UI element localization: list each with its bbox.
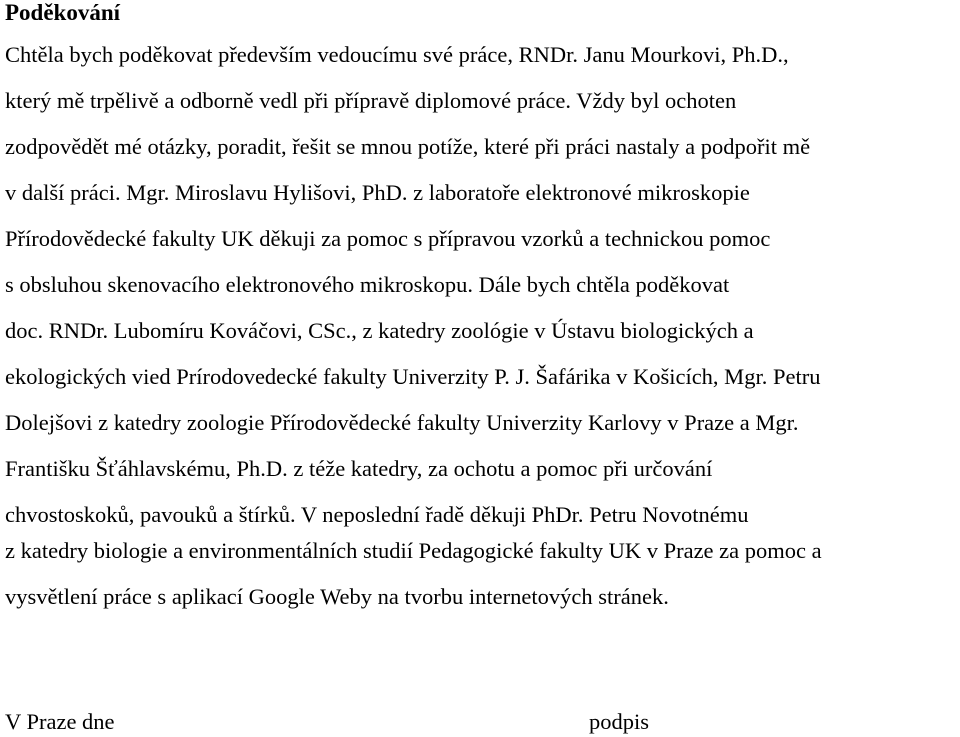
paragraph-line: Přírodovědecké fakulty UK děkuji za pomoc s přípravou vzorků a technickou pomoc (5, 226, 771, 251)
paragraph-line: Františku Šťáhlavskému, Ph.D. z téže katedry, za ochotu a pomoc při určování (5, 456, 713, 481)
place-date-label: V Praze dne (5, 709, 115, 734)
paragraph-line: vysvětlení práce s aplikací Google Weby na tvorbu internetových stránek. (5, 584, 669, 609)
signature-label: podpis (589, 709, 650, 734)
paragraph-line: ekologických vied Prírodovedecké fakulty Univerzity P. J. Šafárika v Košicích, Mgr. Petru (5, 364, 821, 389)
paragraph-line: zodpovědět mé otázky, poradit, řešit se mnou potíže, které při práci nastaly a podpořit mě (5, 134, 811, 159)
paragraph-line: z katedry biologie a environmentálních studií Pedagogické fakulty UK v Praze za pomoc a (5, 538, 822, 563)
paragraph-line: doc. RNDr. Lubomíru Kováčovi, CSc., z katedry zoológie v Ústavu biologických a (5, 318, 754, 343)
paragraph-line: s obsluhou skenovacího elektronového mikroskopu. Dále bych chtěla poděkovat (5, 272, 730, 297)
paragraph-line: chvostoskoků, pavouků a štírků. V neposlední řadě děkuji PhDr. Petru Novotnému (5, 502, 749, 527)
paragraph-line: Chtěla bych poděkovat především vedoucímu své práce, RNDr. Janu Mourkovi, Ph.D., (5, 42, 789, 67)
paragraph-line: v další práci. Mgr. Miroslavu Hylišovi, PhD. z laboratoře elektronové mikroskopie (5, 180, 750, 205)
paragraph-line: Dolejšovi z katedry zoologie Přírodovědecké fakulty Univerzity Karlovy v Praze a Mgr. (5, 410, 799, 435)
paragraph-line: který mě trpělivě a odborně vedl při přípravě diplomové práce. Vždy byl ochoten (5, 88, 737, 113)
page-title: Poděkování (5, 0, 121, 25)
